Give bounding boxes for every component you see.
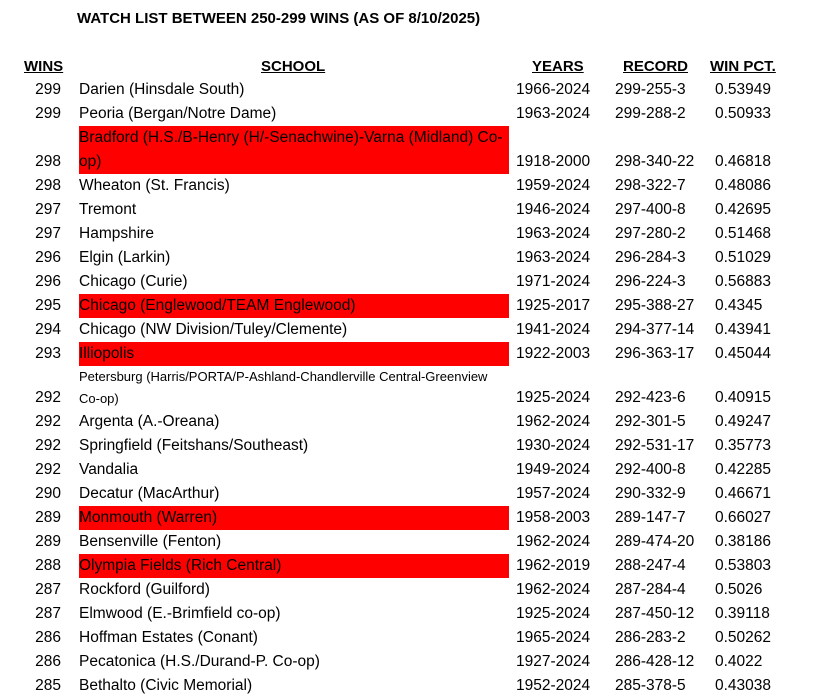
record-cell: 292-301-5 <box>615 413 686 430</box>
table-row <box>0 294 822 318</box>
record-cell: 287-450-12 <box>615 605 695 622</box>
table-row <box>0 410 822 434</box>
wins-cell: 298 <box>35 177 61 194</box>
school-cell: Argenta (A.-Oreana) <box>79 413 220 430</box>
win-pct-cell: 0.50262 <box>715 629 772 646</box>
school-cell: Hampshire <box>79 225 154 242</box>
years-cell: 1965-2024 <box>516 629 591 646</box>
table-row <box>0 626 822 650</box>
school-cell: Elmwood (E.-Brimfield co-op) <box>79 605 281 622</box>
school-cell: Bradford (H.S./B-Henry (H/-Senachwine)-Varna (Midland) Co-op) <box>79 126 509 174</box>
wins-cell: 296 <box>35 249 61 266</box>
wins-cell: 290 <box>35 485 61 502</box>
record-cell: 285-378-5 <box>615 677 686 694</box>
years-cell: 1946-2024 <box>516 201 591 218</box>
table-row <box>0 602 822 626</box>
years-cell: 1922-2003 <box>516 345 591 362</box>
years-cell: 1957-2024 <box>516 485 591 502</box>
table-row <box>0 366 822 410</box>
school-cell: Monmouth (Warren) <box>79 506 509 530</box>
wins-cell: 297 <box>35 225 61 242</box>
school-cell: Rockford (Guilford) <box>79 581 210 598</box>
years-cell: 1962-2024 <box>516 533 591 550</box>
page-title: WATCH LIST BETWEEN 250-299 WINS (AS OF 8/10/2025) <box>77 10 481 27</box>
record-cell: 298-340-22 <box>615 153 695 170</box>
years-cell: 1941-2024 <box>516 321 591 338</box>
school-cell: Elgin (Larkin) <box>79 249 171 266</box>
table-row <box>0 458 822 482</box>
table-row <box>0 578 822 602</box>
header-win-pct: WIN PCT. <box>710 58 776 75</box>
record-cell: 292-400-8 <box>615 461 686 478</box>
table-row <box>0 650 822 674</box>
wins-cell: 292 <box>35 389 61 406</box>
record-cell: 288-247-4 <box>615 557 686 574</box>
school-cell: Vandalia <box>79 461 139 478</box>
win-pct-cell: 0.35773 <box>715 437 772 454</box>
win-pct-cell: 0.39118 <box>715 605 770 622</box>
table-row <box>0 102 822 126</box>
table-row <box>0 674 822 698</box>
win-pct-cell: 0.4022 <box>715 653 763 670</box>
years-cell: 1952-2024 <box>516 677 591 694</box>
table-row <box>0 222 822 246</box>
win-pct-cell: 0.49247 <box>715 413 772 430</box>
win-pct-cell: 0.66027 <box>715 509 772 526</box>
years-cell: 1925-2024 <box>516 389 591 406</box>
years-cell: 1949-2024 <box>516 461 591 478</box>
school-cell: Peoria (Bergan/Notre Dame) <box>79 105 277 122</box>
record-cell: 286-283-2 <box>615 629 686 646</box>
years-cell: 1962-2024 <box>516 413 591 430</box>
wins-cell: 285 <box>35 677 61 694</box>
record-cell: 286-428-12 <box>615 653 695 670</box>
table-row <box>0 506 822 530</box>
table-row <box>0 342 822 366</box>
school-cell: Springfield (Feitshans/Southeast) <box>79 437 309 454</box>
school-cell: Illiopolis <box>79 342 509 366</box>
record-cell: 298-322-7 <box>615 177 686 194</box>
years-cell: 1930-2024 <box>516 437 591 454</box>
school-cell: Petersburg (Harris/PORTA/P-Ashland-Chandlerville Central-Greenview Co-op) <box>79 369 488 406</box>
wins-cell: 287 <box>35 605 61 622</box>
win-pct-cell: 0.50933 <box>715 105 772 122</box>
win-pct-cell: 0.51029 <box>715 249 772 266</box>
table-row <box>0 530 822 554</box>
record-cell: 299-288-2 <box>615 105 686 122</box>
record-cell: 296-363-17 <box>615 345 695 362</box>
school-cell: Chicago (Englewood/TEAM Englewood) <box>79 294 509 318</box>
school-cell: Darien (Hinsdale South) <box>79 81 245 98</box>
table-row <box>0 318 822 342</box>
header-years: YEARS <box>532 58 584 75</box>
table-row <box>0 554 822 578</box>
wins-cell: 299 <box>35 105 61 122</box>
win-pct-cell: 0.51468 <box>715 225 772 242</box>
years-cell: 1959-2024 <box>516 177 591 194</box>
years-cell: 1971-2024 <box>516 273 591 290</box>
years-cell: 1963-2024 <box>516 249 591 266</box>
wins-cell: 292 <box>35 437 61 454</box>
wins-cell: 288 <box>35 557 61 574</box>
record-cell: 296-224-3 <box>615 273 686 290</box>
school-cell: Wheaton (St. Francis) <box>79 177 230 194</box>
school-cell: Olympia Fields (Rich Central) <box>79 554 509 578</box>
record-cell: 290-332-9 <box>615 485 686 502</box>
wins-cell: 293 <box>35 345 61 362</box>
win-pct-cell: 0.43038 <box>715 677 772 694</box>
wins-cell: 299 <box>35 81 61 98</box>
school-cell: Bensenville (Fenton) <box>79 533 222 550</box>
school-cell: Tremont <box>79 201 137 218</box>
years-cell: 1918-2000 <box>516 153 591 170</box>
years-cell: 1925-2024 <box>516 605 591 622</box>
years-cell: 1927-2024 <box>516 653 591 670</box>
wins-cell: 286 <box>35 629 61 646</box>
record-cell: 289-474-20 <box>615 533 695 550</box>
record-cell: 299-255-3 <box>615 81 686 98</box>
wins-cell: 292 <box>35 413 61 430</box>
wins-cell: 296 <box>35 273 61 290</box>
record-cell: 292-423-6 <box>615 389 686 406</box>
wins-cell: 294 <box>35 321 61 338</box>
years-cell: 1966-2024 <box>516 81 591 98</box>
school-cell: Hoffman Estates (Conant) <box>79 629 258 646</box>
wins-cell: 286 <box>35 653 61 670</box>
wins-cell: 289 <box>35 509 61 526</box>
school-cell: Decatur (MacArthur) <box>79 485 220 502</box>
win-pct-cell: 0.46671 <box>715 485 772 502</box>
record-cell: 295-388-27 <box>615 297 695 314</box>
table-row <box>0 78 822 102</box>
win-pct-cell: 0.45044 <box>715 345 772 362</box>
years-cell: 1958-2003 <box>516 509 591 526</box>
table-row <box>0 198 822 222</box>
record-cell: 287-284-4 <box>615 581 686 598</box>
win-pct-cell: 0.38186 <box>715 533 772 550</box>
wins-cell: 297 <box>35 201 61 218</box>
record-cell: 296-284-3 <box>615 249 686 266</box>
school-cell: Bethalto (Civic Memorial) <box>79 677 253 694</box>
table-row <box>0 270 822 294</box>
table-row <box>0 482 822 506</box>
school-cell: Chicago (NW Division/Tuley/Clemente) <box>79 321 348 338</box>
win-pct-cell: 0.42695 <box>715 201 772 218</box>
record-cell: 289-147-7 <box>615 509 686 526</box>
win-pct-cell: 0.53949 <box>715 81 772 98</box>
header-wins: WINS <box>24 58 64 75</box>
school-cell: Chicago (Curie) <box>79 273 188 290</box>
table-row <box>0 174 822 198</box>
school-cell: Pecatonica (H.S./Durand-P. Co-op) <box>79 653 320 670</box>
years-cell: 1925-2017 <box>516 297 591 314</box>
wins-cell: 295 <box>35 297 61 314</box>
win-pct-cell: 0.53803 <box>715 557 772 574</box>
win-pct-cell: 0.46818 <box>715 153 772 170</box>
wins-cell: 287 <box>35 581 61 598</box>
win-pct-cell: 0.5026 <box>715 581 763 598</box>
years-cell: 1962-2024 <box>516 581 591 598</box>
table-row <box>0 434 822 458</box>
years-cell: 1962-2019 <box>516 557 591 574</box>
record-cell: 297-400-8 <box>615 201 686 218</box>
header-school: SCHOOL <box>261 58 326 75</box>
win-pct-cell: 0.42285 <box>715 461 772 478</box>
record-cell: 297-280-2 <box>615 225 686 242</box>
win-pct-cell: 0.4345 <box>715 297 763 314</box>
years-cell: 1963-2024 <box>516 105 591 122</box>
win-pct-cell: 0.40915 <box>715 389 772 406</box>
years-cell: 1963-2024 <box>516 225 591 242</box>
win-pct-cell: 0.48086 <box>715 177 772 194</box>
record-cell: 294-377-14 <box>615 321 695 338</box>
record-cell: 292-531-17 <box>615 437 695 454</box>
wins-cell: 289 <box>35 533 61 550</box>
table-row <box>0 246 822 270</box>
wins-cell: 292 <box>35 461 61 478</box>
wins-cell: 298 <box>35 153 61 170</box>
table-row <box>0 126 822 174</box>
win-pct-cell: 0.43941 <box>715 321 772 338</box>
win-pct-cell: 0.56883 <box>715 273 772 290</box>
header-record: RECORD <box>623 58 689 75</box>
